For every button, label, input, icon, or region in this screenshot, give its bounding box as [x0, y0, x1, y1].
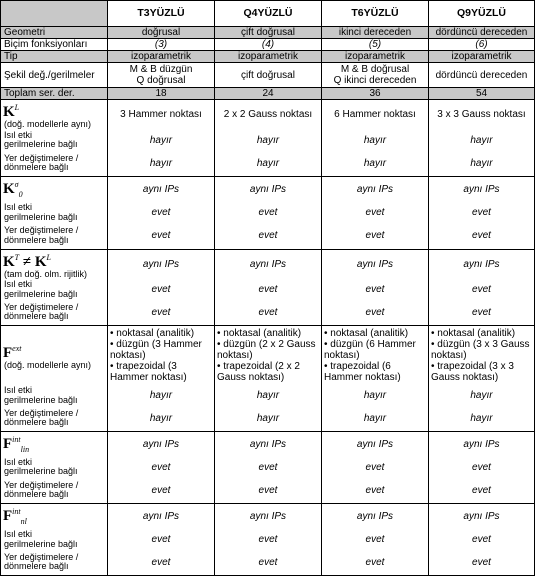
cell: aynı IPs [429, 504, 535, 530]
cell: evet [429, 279, 535, 300]
cell: evet [108, 550, 215, 575]
col-header-q9: Q9YÜZLÜ [429, 1, 535, 27]
external-force-symbol: $F^{ext}$ [3, 343, 22, 361]
linear-internal-force-symbol: $F^{int}_{lin}$ [3, 434, 30, 454]
cell: evet [322, 478, 429, 504]
cell: izoparametrik [429, 51, 535, 63]
cell: evet [322, 457, 429, 478]
list-item: • noktasal (analitik) [110, 327, 195, 339]
cell: hayır [108, 130, 215, 151]
cell: M & B düzgün Q doğrusal [108, 63, 215, 88]
load-list [429, 325, 535, 385]
row-geometri [1, 27, 535, 39]
sublabel-yer: Yer değiştimelere / dönmelere bağlı [1, 223, 108, 249]
cell: evet [429, 529, 535, 550]
sublabel-isil: Isıl etki gerilmelerine bağlı [1, 385, 108, 406]
cell: evet [429, 300, 535, 325]
cell: 36 [322, 88, 429, 100]
row-label: Biçim fonksiyonları [1, 39, 108, 51]
section-fext-isil [1, 385, 535, 406]
section-fext-main [1, 325, 535, 385]
cell: aynı IPs [429, 177, 535, 203]
list-item: • noktasal (analitik) [217, 327, 302, 339]
cell: aynı IPs [108, 431, 215, 457]
sublabel-isil: Isıl etki gerilmelerine bağlı [1, 529, 108, 550]
list-item: • düzgün (6 Hammer noktası) [324, 338, 416, 361]
section-fnl-yer [1, 550, 535, 575]
cell: hayır [215, 406, 322, 431]
cell: aynı IPs [108, 177, 215, 203]
list-item: • trapezoidal (2 x 2 Gauss noktası) [217, 360, 300, 383]
sublabel-yer: Yer değiştimelere / dönmelere bağlı [1, 300, 108, 325]
cell: evet [429, 457, 535, 478]
list-item: • noktasal (analitik) [431, 327, 516, 339]
cell: 54 [429, 88, 535, 100]
cell: 3 x 3 Gauss noktası [429, 100, 535, 130]
sublabel-yer: Yer değiştimelere / dönmelere bağlı [1, 151, 108, 177]
cell: evet [215, 457, 322, 478]
cell: hayır [322, 130, 429, 151]
cell: hayır [429, 385, 535, 406]
section-note: (tam doğ. olm. rijitlik) [4, 268, 88, 279]
cell: (4) [215, 39, 322, 51]
load-list [322, 325, 429, 385]
cell: aynı IPs [215, 431, 322, 457]
cell: evet [108, 529, 215, 550]
section-kl-yer [1, 151, 535, 177]
stress-stiffness-symbol: $K^\sigma_0$ [3, 180, 23, 199]
section-label [1, 504, 108, 530]
section-label [1, 100, 108, 130]
col-header-q4: Q4YÜZLÜ [215, 1, 322, 27]
cell: aynı IPs [215, 504, 322, 530]
cell: doğrusal [108, 27, 215, 39]
sublabel-isil: Isıl etki gerilmelerine bağlı [1, 457, 108, 478]
cell: evet [108, 478, 215, 504]
cell: aynı IPs [429, 249, 535, 279]
sublabel-isil: Isıl etki gerilmelerine bağlı [1, 130, 108, 151]
list-item: • düzgün (3 Hammer noktası) [110, 338, 202, 361]
sublabel-yer: Yer değiştimelere / dönmelere bağlı [1, 406, 108, 431]
cell: evet [429, 223, 535, 249]
cell: dördüncü dereceden [429, 27, 535, 39]
cell: evet [215, 223, 322, 249]
section-fnl-main [1, 504, 535, 530]
cell: aynı IPs [322, 249, 429, 279]
cell: evet [215, 478, 322, 504]
load-list [215, 325, 322, 385]
cell: (5) [322, 39, 429, 51]
cell: evet [108, 279, 215, 300]
cell: aynı IPs [429, 431, 535, 457]
cell: hayır [215, 151, 322, 177]
cell: evet [429, 202, 535, 223]
cell: evet [215, 300, 322, 325]
cell: aynı IPs [108, 504, 215, 530]
list-item: • düzgün (3 x 3 Gauss noktası) [431, 338, 530, 361]
cell: (3) [108, 39, 215, 51]
section-flin-main [1, 431, 535, 457]
header-row [1, 1, 535, 27]
section-kt-yer [1, 300, 535, 325]
cell: evet [215, 279, 322, 300]
cell: evet [215, 550, 322, 575]
cell: hayır [215, 385, 322, 406]
sublabel-isil: Isıl etki gerilmelerine bağlı [1, 202, 108, 223]
section-fext-yer [1, 406, 535, 431]
section-kl-main [1, 100, 535, 130]
section-fnl-isil [1, 529, 535, 550]
cell: 18 [108, 88, 215, 100]
row-toplam [1, 88, 535, 100]
cell: evet [322, 202, 429, 223]
cell: evet [215, 529, 322, 550]
cell: 3 Hammer noktası [108, 100, 215, 130]
stiffness-symbol: $K^L$ [3, 103, 20, 120]
row-label: Geometri [1, 27, 108, 39]
list-item: • düzgün (2 x 2 Gauss noktası) [217, 338, 316, 361]
section-label [1, 177, 108, 203]
row-label: Tip [1, 51, 108, 63]
list-item: • trapezoidal (3 x 3 Gauss noktası) [431, 360, 514, 383]
cell: hayır [108, 151, 215, 177]
section-label [1, 325, 108, 385]
row-bicim [1, 39, 535, 51]
cell: hayır [429, 130, 535, 151]
cell: çift doğrusal [215, 63, 322, 88]
section-ks-yer [1, 223, 535, 249]
row-sekil [1, 63, 535, 88]
cell: evet [322, 300, 429, 325]
cell: M & B doğrusal Q ikinci dereceden [322, 63, 429, 88]
cell: aynı IPs [108, 249, 215, 279]
cell: 24 [215, 88, 322, 100]
cell: aynı IPs [322, 504, 429, 530]
cell: dördüncü dereceden [429, 63, 535, 88]
cell: evet [322, 279, 429, 300]
cell: evet [429, 550, 535, 575]
row-label: Şekil değ./gerilmeler [1, 63, 108, 88]
cell: hayır [108, 385, 215, 406]
cell: hayır [322, 151, 429, 177]
cell: 6 Hammer noktası [322, 100, 429, 130]
cell: evet [322, 223, 429, 249]
cell: izoparametrik [215, 51, 322, 63]
list-item: • trapezoidal (6 Hammer noktası) [324, 360, 401, 383]
cell: çift doğrusal [215, 27, 322, 39]
cell: hayır [429, 151, 535, 177]
sublabel-yer: Yer değiştimelere / dönmelere bağlı [1, 550, 108, 575]
cell: evet [215, 202, 322, 223]
section-label [1, 249, 108, 279]
cell: evet [322, 529, 429, 550]
section-ks-isil [1, 202, 535, 223]
sublabel-isil: Isıl etki gerilmelerine bağlı [1, 279, 108, 300]
cell: aynı IPs [215, 249, 322, 279]
cell: hayır [322, 406, 429, 431]
cell: aynı IPs [322, 177, 429, 203]
section-note: (doğ. modellerle aynı) [4, 359, 92, 370]
cell: aynı IPs [322, 431, 429, 457]
cell: evet [108, 202, 215, 223]
cell: izoparametrik [322, 51, 429, 63]
section-flin-yer [1, 478, 535, 504]
section-kt-main [1, 249, 535, 279]
row-label: Toplam ser. der. [1, 88, 108, 100]
section-ks-main [1, 177, 535, 203]
cell: aynı IPs [215, 177, 322, 203]
cell: evet [108, 223, 215, 249]
cell: ikinci dereceden [322, 27, 429, 39]
cell: evet [429, 478, 535, 504]
cell: hayır [429, 406, 535, 431]
cell: 2 x 2 Gauss noktası [215, 100, 322, 130]
section-note: (doğ. modellerle aynı) [4, 119, 92, 129]
cell: hayır [322, 385, 429, 406]
list-item: • noktasal (analitik) [324, 327, 409, 339]
row-tip [1, 51, 535, 63]
tangent-stiffness-symbol: $K^T \ne K^L$ [3, 252, 51, 270]
col-header-t3: T3YÜZLÜ [108, 1, 215, 27]
section-kl-isil [1, 130, 535, 151]
cell: evet [108, 300, 215, 325]
nonlinear-internal-force-symbol: $F^{int}_{nl}$ [3, 507, 27, 526]
sublabel-yer: Yer değiştimelere / dönmelere bağlı [1, 478, 108, 504]
corner-cell [1, 1, 108, 27]
cell: izoparametrik [108, 51, 215, 63]
cell: evet [108, 457, 215, 478]
section-label [1, 431, 108, 457]
cell: hayır [215, 130, 322, 151]
list-item: • trapezoidal (3 Hammer noktası) [110, 360, 187, 383]
section-flin-isil [1, 457, 535, 478]
section-kt-isil [1, 279, 535, 300]
load-list [108, 325, 215, 385]
cell: evet [322, 550, 429, 575]
cell: (6) [429, 39, 535, 51]
col-header-t6: T6YÜZLÜ [322, 1, 429, 27]
cell: hayır [108, 406, 215, 431]
